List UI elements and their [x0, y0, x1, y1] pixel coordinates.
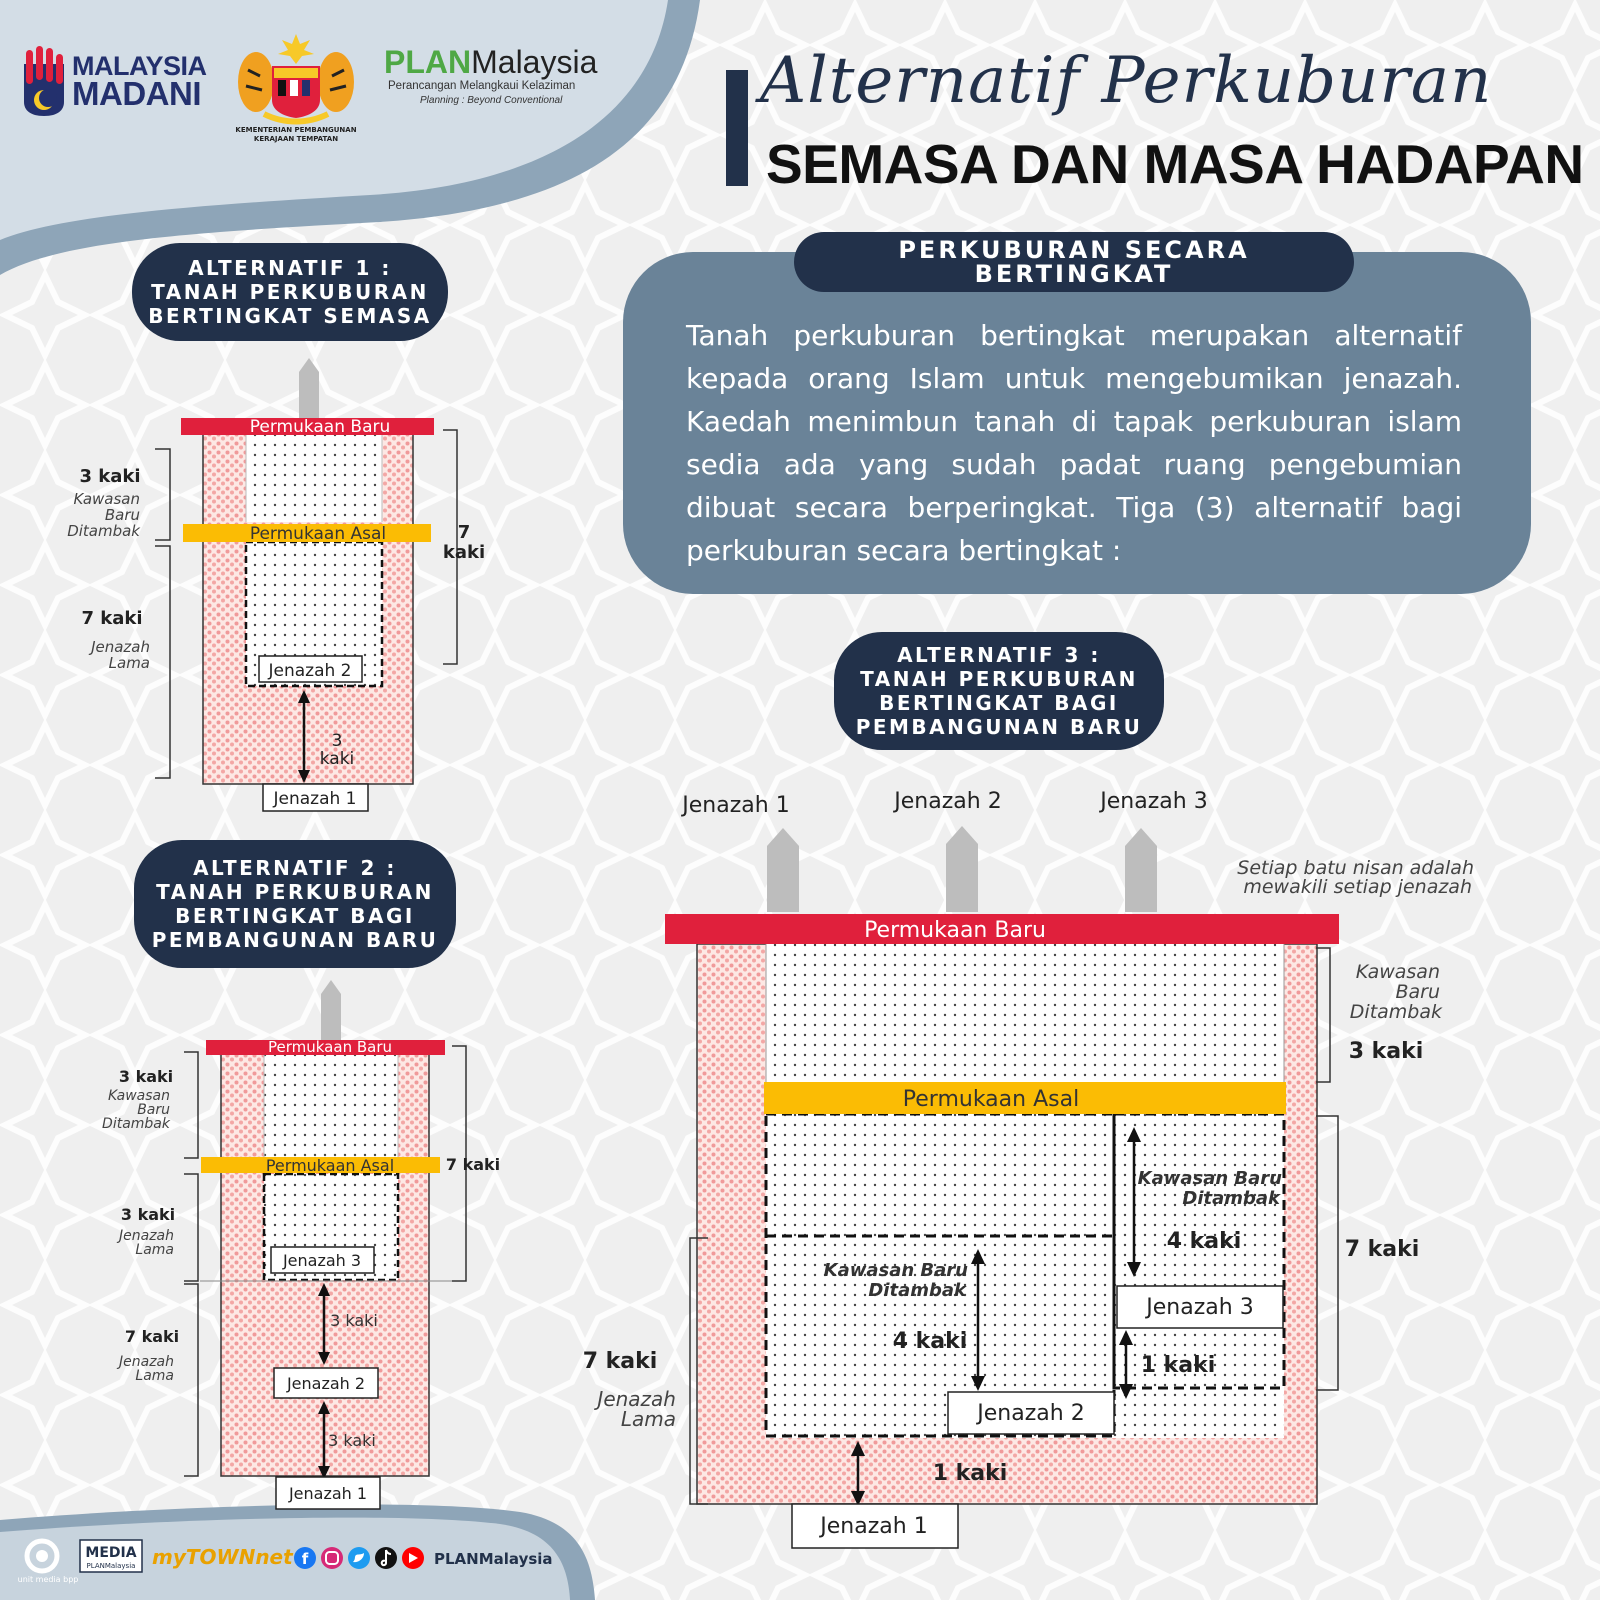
alt1-pill-line-2: TANAH PERKUBURAN — [151, 280, 429, 304]
alt2-left-mid-measure: 3 kaki — [120, 1205, 176, 1224]
alt3-tombstone-1-icon — [767, 828, 799, 912]
alt1-left-bottom-desc-2: Lama — [108, 654, 150, 672]
alt3-gap-small: 1 kaki — [1140, 1353, 1216, 1378]
alt3-left-desc-1: Jenazah — [597, 1387, 676, 1411]
alt3-top-label-2: Jenazah 2 — [894, 789, 1002, 814]
alt1-left-bottom-desc-1: Jenazah — [91, 638, 150, 656]
plan-brand-rest: Malaysia — [471, 44, 598, 80]
alt3-right-bottom-measure: 7 kaki — [1344, 1237, 1420, 1262]
alt1-jenazah-2: Jenazah 2 — [268, 661, 352, 681]
alt3-inner-left-desc-2: Ditambak — [868, 1280, 966, 1301]
alt2-gap-2: 3 kaki — [328, 1431, 376, 1450]
plan-brand-bold: PLAN — [384, 44, 472, 80]
alt3-orig-surface-label: Permukaan Asal — [902, 1087, 1080, 1112]
alt3-inner-right-measure: 4 kaki — [1166, 1229, 1242, 1254]
alt3-inner-right-desc-2: Ditambak — [1182, 1188, 1280, 1209]
alt1-gap-measure-num: 3 — [331, 731, 343, 751]
alt2-left-top-desc-3: Ditambak — [102, 1116, 170, 1132]
alt1-left-bottom-measure: 7 kaki — [81, 608, 143, 629]
media-label: MEDIA — [85, 1545, 137, 1561]
footer-bar — [0, 1534, 560, 1596]
alt1-jenazah-1: Jenazah 1 — [273, 789, 357, 809]
alt1-left-top-desc-1: Kawasan — [73, 490, 140, 508]
alt3-inner-left-measure: 4 kaki — [892, 1329, 968, 1354]
alt3-top-label-3: Jenazah 3 — [1100, 789, 1208, 814]
alt3-right-top-desc-2: Baru — [1395, 981, 1440, 1003]
alt3-top-label-1: Jenazah 1 — [682, 793, 790, 818]
alt3-gap-bottom: 1 kaki — [932, 1461, 1008, 1486]
info-heading: PERKUBURAN SECARA BERTINGKAT — [898, 236, 1250, 288]
alt3-pill-line-3: BERTINGKAT BAGI — [879, 691, 1119, 715]
alt2-orig-surface-label: Permukaan Asal — [265, 1156, 395, 1175]
alt3-inner-right-desc-1: Kawasan Baru — [1137, 1168, 1282, 1189]
alt3-right-top-desc-1: Kawasan — [1355, 961, 1440, 983]
unit-media-logo-icon — [27, 1541, 57, 1571]
alt1-gap-measure-unit: kaki — [319, 749, 355, 769]
alt3-right-top-desc-3: Ditambak — [1349, 1001, 1442, 1023]
alt2-left-top-desc-1: Kawasan — [107, 1088, 170, 1104]
alt3-note-1: Setiap batu nisan adalah — [1237, 857, 1474, 879]
alt2-pill-line-2: TANAH PERKUBURAN — [156, 880, 434, 904]
alt1-pill-line-1: ALTERNATIF 1 : — [188, 256, 392, 280]
plan-tagline: Perancangan Melangkaui Kelaziman — [388, 80, 576, 92]
alt2-left-top-desc-2: Baru — [137, 1102, 170, 1118]
instagram-icon[interactable] — [321, 1547, 343, 1569]
alt2-left-bottom-desc-1: Jenazah — [119, 1354, 174, 1370]
alt1-new-surface-label: Permukaan Baru — [249, 417, 391, 437]
ministry-line-2: KERAJAAN TEMPATAN — [253, 135, 339, 143]
alt3-inner-left-desc-1: Kawasan Baru — [823, 1260, 968, 1281]
alt3-right-top-measure: 3 kaki — [1348, 1039, 1424, 1064]
alt1-left-top-desc-2: Baru — [104, 506, 140, 524]
alt1-pill-line-3: BERTINGKAT SEMASA — [148, 304, 432, 328]
alt2-right-measure: 7 kaki — [445, 1155, 501, 1174]
alt2-jenazah-2: Jenazah 2 — [286, 1374, 366, 1393]
alt3-note-2: mewakili setiap jenazah — [1243, 876, 1472, 898]
alt1-right-measure-num: 7 — [457, 522, 471, 543]
alt3-left-desc-2: Lama — [620, 1407, 676, 1431]
unit-media-text: unit media bpp — [17, 1575, 79, 1584]
alt2-gap-1: 3 kaki — [330, 1311, 378, 1330]
social-handle: PLANMalaysia — [434, 1550, 553, 1568]
title-main: SEMASA DAN MASA HADAPAN — [766, 133, 1584, 195]
alt3-left-measure: 7 kaki — [582, 1349, 658, 1374]
plan-tagline-english: Planning : Beyond Conventional — [420, 95, 563, 106]
alt1-left-top-desc-3: Ditambak — [67, 522, 140, 540]
alt2-jenazah-1: Jenazah 1 — [288, 1484, 368, 1503]
alt2-left-top-measure: 3 kaki — [118, 1067, 174, 1086]
logo-madani-text: MADANI — [72, 75, 201, 112]
logo-malaysia-text: MALAYSIA — [72, 51, 207, 81]
alt3-pill-line-4: PEMBANGUNAN BARU — [855, 715, 1143, 739]
info-body: Tanah perkuburan bertingkat merupakan alternatif kepada orang Islam untuk mengebumikan jenazah. Kaedah menimbun tanah di tapak perkuburan islam sedia ada yang sudah padat ruang pengebumian dibuat secara berperingkat. Tiga (3) alternatif bagi perkuburan secara bertingkat : — [686, 319, 1462, 567]
alt1-left-top-measure: 3 kaki — [79, 466, 141, 487]
alt3-pill-line-2: TANAH PERKUBURAN — [860, 667, 1138, 691]
alt3-tombstone-3-icon — [1125, 828, 1157, 912]
alt2-left-mid-desc-2: Lama — [135, 1242, 174, 1258]
alt3-jenazah-1: Jenazah 1 — [820, 1514, 928, 1539]
alt2-left-bottom-measure: 7 kaki — [124, 1327, 180, 1346]
media-sub: PLANMalaysia — [86, 1562, 136, 1570]
svg-text:f: f — [301, 1550, 309, 1568]
ministry-line-1: KEMENTERIAN PEMBANGUNAN — [235, 126, 357, 134]
alt2-new-surface-label: Permukaan Baru — [268, 1038, 392, 1056]
alt3-tombstone-2-icon — [946, 826, 978, 912]
alt1-right-measure-unit: kaki — [442, 542, 486, 563]
title-script: Alternatif Perkuburan — [760, 44, 1493, 118]
alt3-new-surface-label: Permukaan Baru — [864, 918, 1046, 943]
alt2-jenazah-3: Jenazah 3 — [282, 1251, 362, 1270]
alt3-jenazah-2: Jenazah 2 — [977, 1401, 1085, 1426]
alt1-orig-surface-label: Permukaan Asal — [249, 524, 387, 544]
alt2-pill-line-1: ALTERNATIF 2 : — [193, 856, 397, 880]
alt3-pill-line-1: ALTERNATIF 3 : — [897, 643, 1101, 667]
alt2-left-mid-desc-1: Jenazah — [119, 1228, 174, 1244]
alt2-pill-line-4: PEMBANGUNAN BARU — [151, 928, 439, 952]
alt2-left-bottom-desc-2: Lama — [135, 1368, 174, 1384]
alt3-jenazah-3: Jenazah 3 — [1146, 1295, 1254, 1320]
alt3-fill-area — [766, 944, 1284, 1082]
alt2-pill-line-3: BERTINGKAT BAGI — [175, 904, 415, 928]
mytownnet-logo: myTOWNnet — [152, 1545, 293, 1569]
